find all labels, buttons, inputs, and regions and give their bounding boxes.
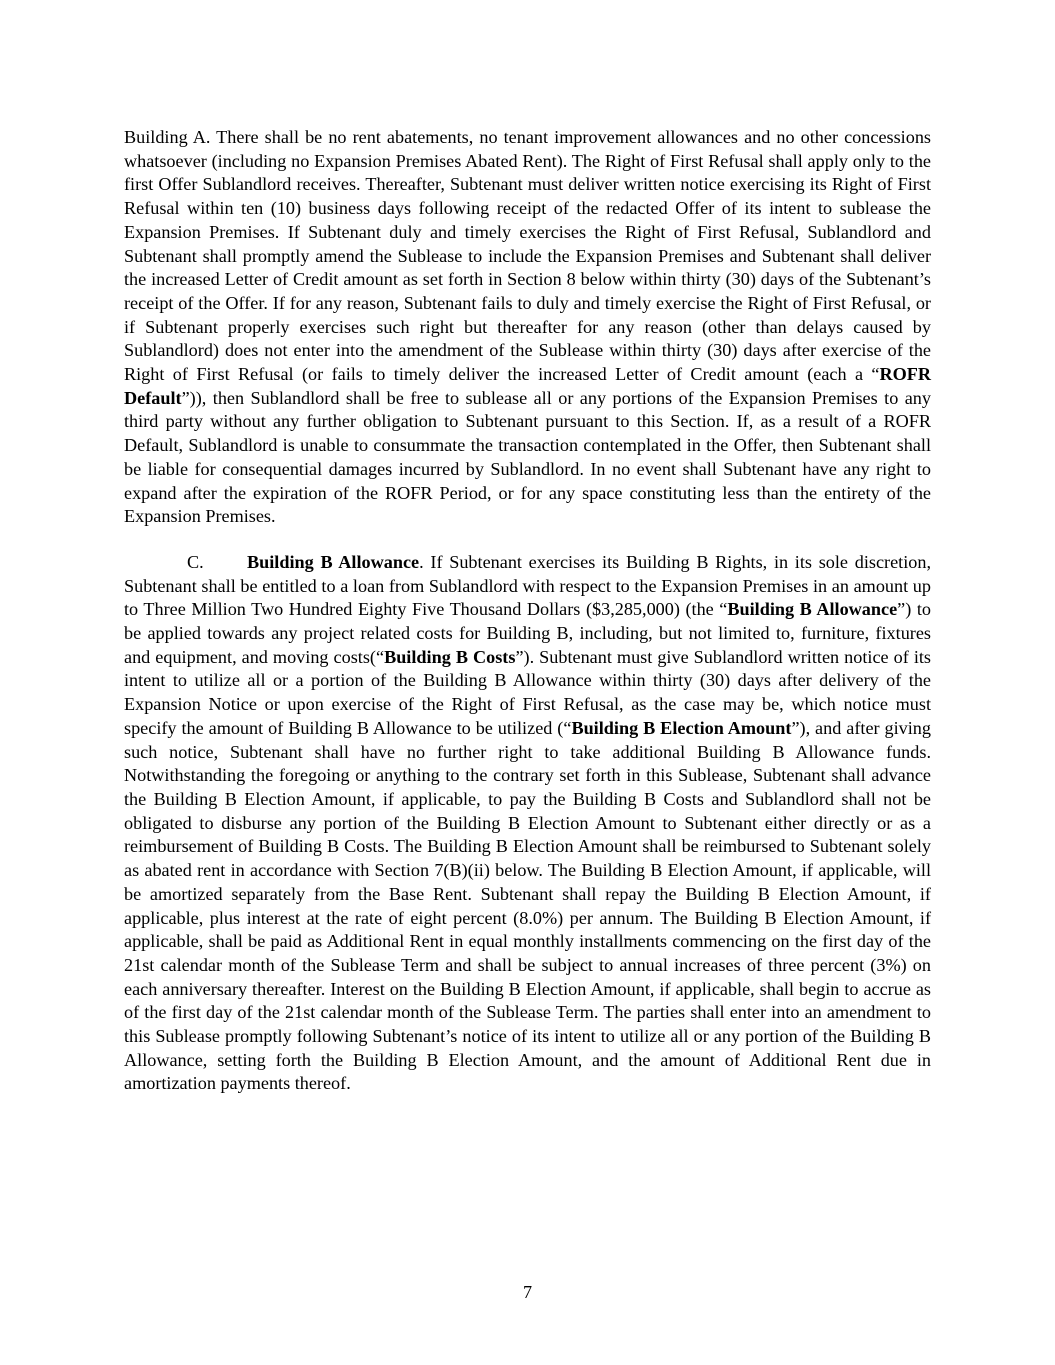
- paragraph-text: ”), and after giving such notice, Subtenant shall have no further right to take additional Building B Allowance funds. Notwithstanding the foregoing or anything to the contrary set forth in this Sublease, Subtenant shall advance the Building B Election Amount, if applicable, to pay the Building B Costs and Sublandlord shall not be obligated to disburse any portion of the Building B Election Amount to Subtenant either directly or as a reimbursement of Building B Costs. The Building B Election Amount shall be reimbursed to Subtenant solely as abated rent in accordance with Section 7(B)(ii) below. The Building B Election Amount, if applicable, will be amortized separately from the Base Rent. Subtenant shall repay the Building B Election Amount, if applicable, plus interest at the rate of eight percent (8.0%) per annum. The Building B Election Amount, if applicable, shall be paid as Additional Rent in equal monthly installments commencing on the first day of the 21st calendar month of the Sublease Term and shall be subject to annual increases of three percent (3%) on each anniversary thereafter. Interest on the Building B Election Amount, if applicable, shall begin to accrue as of the first day of the 21st calendar month of the Sublease Term. The parties shall enter into an amendment to this Sublease promptly following Subtenant’s notice of its intent to utilize all or any portion of the Building B Allowance, setting forth the Building B Election Amount, and the amount of Additional Rent due in amortization payments thereof.: [124, 717, 931, 1094]
- paragraph-text: ”)), then Sublandlord shall be free to sublease all or any portions of the Expansion Premises to any third party without any further obligation to Subtenant pursuant to this Section. If, as a result of a ROFR Default, Sublandlord is unable to consummate the transaction contemplated in the Offer, then Subtenant shall be liable for consequential damages incurred by Sublandlord. In no event shall Subtenant have any right to expand after the expiration of the ROFR Period, or for any space constituting less than the entirety of the Expansion Premises.: [124, 387, 931, 527]
- page-number: 7: [522, 1282, 533, 1302]
- defined-term-rofr-default: ROFR Default: [124, 364, 931, 408]
- paragraph-text: ”). Subtenant must give Sublandlord written notice of its intent to utilize all or a portion of the Building B Allowance within thirty (30) days after delivery of the Expansion Notice or upon exercise of the Right of First Refusal, as the case may be, which notice must specify the amount of Building B Allowance to be utilized (“: [124, 646, 932, 738]
- paragraph-text: Building A. There shall be no rent abatements, no tenant improvement allowances and no other concessions whatsoever (including no Expansion Premises Abated Rent). The Right of First Refusal shall apply only to the first Offer Sublandlord receives. Thereafter, Subtenant must deliver written notice exercising its Right of First Refusal within ten (10) business days following receipt of the redacted Offer of its intent to sublease the Expansion Premises. If Subtenant duly and timely exercises the Right of First Refusal, Sublandlord and Subtenant shall promptly amend the Sublease to include the Expansion Premises and Subtenant shall deliver the increased Letter of Credit amount as set forth in Section 8 below within thirty (30) days of the Subtenant’s receipt of the Offer. If for any reason, Subtenant fails to duly and timely exercise the Right of First Refusal, or if Subtenant properly exercises such right but thereafter for any reason (other than delays caused by Sublandlord) does not enter into the amendment of the Sublease within thirty (30) days after exercise of the Right of First Refusal (or fails to timely deliver the increased Letter of Credit amount (each a “: [124, 127, 931, 385]
- section-c-paragraph: [124, 551, 931, 1096]
- section-label: C.: [187, 551, 204, 572]
- document-body: [124, 126, 931, 1096]
- defined-term-building-b-costs: Building B Costs: [384, 646, 516, 667]
- paragraph-text: . If Subtenant exercises its Building B Rights, in its sole discretion, Subtenant shall be entitled to a loan from Sublandlord with respect to the Expansion Premises in an amount up to Three Million Two Hundred Eighty Five Thousand Dollars ($3,285,000) (the “: [124, 551, 931, 620]
- defined-term-building-b-election-amount: Building B Election Amount: [571, 717, 792, 738]
- continued-paragraph: [124, 126, 931, 529]
- defined-term-building-b-allowance: Building B Allowance: [727, 599, 898, 620]
- paragraph-text: ”) to be applied towards any project related costs for Building B, including, but not limited to, furniture, fixtures and equipment, and moving costs(“: [124, 599, 932, 667]
- section-heading: Building B Allowance: [247, 551, 420, 572]
